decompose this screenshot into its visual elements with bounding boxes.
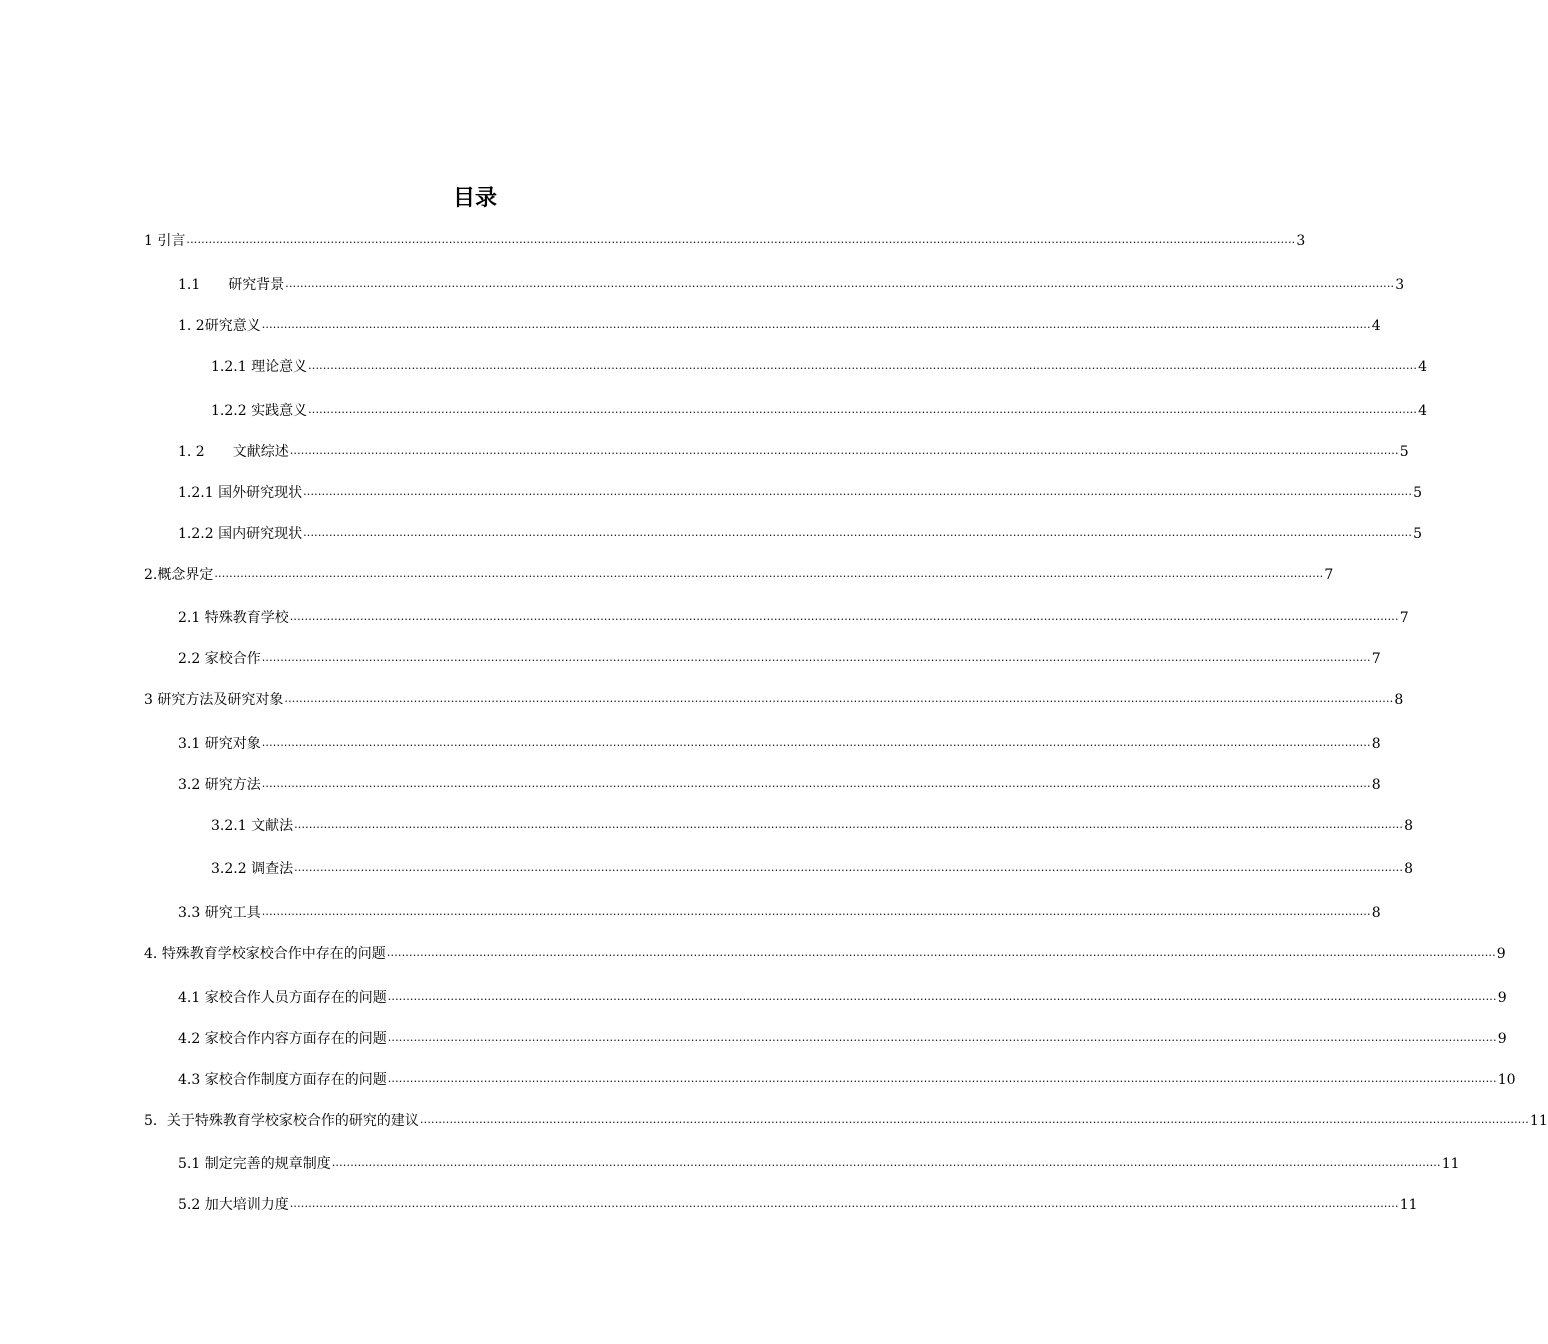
toc-entry-text: [178, 316, 261, 336]
toc-entry-label: 文献法: [251, 818, 294, 834]
toc-entry-label: 关于特殊教育学校家校合作的研究的建议: [166, 1113, 419, 1129]
toc-entry-number: 3.3: [178, 905, 201, 921]
toc-entry[interactable]: [178, 773, 1381, 795]
toc-entry-text: [178, 1195, 289, 1215]
toc-entry-page: 9: [1496, 946, 1506, 962]
dot-leader: ............................................................................................................................................................................................................................................................................................................: [289, 444, 1399, 457]
toc-entry-page: 4: [1418, 359, 1427, 375]
toc-entry-label: 文献综述: [232, 444, 289, 460]
toc-entry-page: 10: [1497, 1072, 1516, 1088]
toc-entry[interactable]: [211, 814, 1413, 836]
toc-title: 目录: [452, 186, 497, 211]
toc-entry-page: 9: [1497, 990, 1507, 1006]
toc-entry-page: 7: [1371, 651, 1381, 667]
toc-entry[interactable]: [178, 732, 1381, 754]
toc-entry-page: 5: [1413, 485, 1422, 501]
toc-entry-text: [144, 231, 185, 251]
toc-entry-number: 3.1: [178, 736, 201, 752]
toc-entry-page: 8: [1404, 861, 1413, 877]
toc-entry-number: 1.2.1: [178, 485, 214, 501]
toc-entry-number: 2.: [144, 567, 158, 583]
toc-entry-page: 11: [1399, 1197, 1418, 1213]
toc-entry-label: 研究方法: [204, 777, 261, 793]
toc-entry-text: [178, 442, 289, 462]
toc-entry[interactable]: [211, 399, 1427, 421]
dot-leader: ............................................................................................................................................................................................................................................................................................................: [331, 1156, 1441, 1169]
toc-entry-label: 制定完善的规章制度: [204, 1156, 331, 1172]
toc-entry-text: [211, 816, 293, 836]
toc-entry-number: 3.2.2: [211, 861, 247, 877]
dot-leader: ............................................................................................................................................................................................................................................................................................................: [186, 233, 1296, 246]
dot-leader: ............................................................................................................................................................................................................................................................................................................: [419, 1113, 1529, 1126]
dot-leader: ............................................................................................................................................................................................................................................................................................................: [289, 1197, 1399, 1210]
toc-entry-label: 研究方法及研究对象: [157, 692, 284, 708]
toc-entry-page: 4: [1418, 403, 1427, 419]
dot-leader: ............................................................................................................................................................................................................................................................................................................: [261, 651, 1371, 664]
toc-entry-text: [144, 565, 213, 585]
toc-entry-text: [178, 608, 289, 628]
toc-entry[interactable]: [178, 440, 1409, 462]
toc-entry-label: 研究工具: [204, 905, 261, 921]
dot-leader: ............................................................................................................................................................................................................................................................................................................: [261, 318, 1371, 331]
toc-entry-number: 3.2.1: [211, 818, 247, 834]
toc-entry-text: [178, 988, 387, 1008]
dot-leader: ............................................................................................................................................................................................................................................................................................................: [308, 403, 1418, 416]
toc-entry-page: 9: [1497, 1031, 1507, 1047]
toc-entry-page: 7: [1399, 610, 1409, 626]
toc-entry-label: 特殊教育学校: [204, 610, 289, 626]
dot-leader: ............................................................................................................................................................................................................................................................................................................: [289, 610, 1399, 623]
toc-entry[interactable]: [178, 522, 1422, 544]
toc-entry-number: 1: [144, 233, 153, 249]
toc-entry-number: 4.3: [178, 1072, 201, 1088]
toc-entry-number: 5．: [144, 1113, 167, 1129]
toc-entry[interactable]: [178, 986, 1507, 1008]
toc-entry-label: 引言: [157, 233, 186, 249]
toc-entry-page: 8: [1371, 905, 1381, 921]
dot-leader: ............................................................................................................................................................................................................................................................................................................: [387, 990, 1497, 1003]
dot-leader: ............................................................................................................................................................................................................................................................................................................: [214, 567, 1324, 580]
dot-leader: ............................................................................................................................................................................................................................................................................................................: [386, 946, 1496, 959]
dot-leader: ............................................................................................................................................................................................................................................................................................................: [387, 1072, 1497, 1085]
toc-entry-number: 5.2: [178, 1197, 201, 1213]
toc-entry[interactable]: [178, 606, 1409, 628]
toc-entry[interactable]: [178, 1152, 1460, 1174]
toc-entry-text: [178, 775, 261, 795]
toc-entry[interactable]: [144, 1109, 1548, 1131]
toc-entry[interactable]: [178, 1068, 1516, 1090]
dot-leader: ............................................................................................................................................................................................................................................................................................................: [261, 905, 1371, 918]
dot-leader: ............................................................................................................................................................................................................................................................................................................: [303, 526, 1413, 539]
toc-entry-page: 11: [1529, 1113, 1548, 1129]
toc-entry[interactable]: [178, 1027, 1507, 1049]
toc-entry-label: 研究对象: [204, 736, 261, 752]
toc-entry-text: [178, 275, 284, 295]
toc-entry[interactable]: [144, 563, 1334, 585]
toc-entry-page: 7: [1324, 567, 1334, 583]
toc-entry-number: 2.1: [178, 610, 201, 626]
toc-entry-page: 5: [1399, 444, 1409, 460]
toc-entry-number: 4.1: [178, 990, 201, 1006]
toc-entry[interactable]: [211, 355, 1427, 377]
toc-entry-number: 3.2: [178, 777, 201, 793]
toc-entry-text: [178, 649, 261, 669]
toc-entry-text: [144, 944, 386, 964]
toc-entry-text: [178, 483, 302, 503]
toc-entry-label: 国内研究现状: [218, 526, 303, 542]
dot-leader: ............................................................................................................................................................................................................................................................................................................: [387, 1031, 1497, 1044]
toc-entry-page: 8: [1394, 692, 1404, 708]
toc-entry[interactable]: [178, 481, 1422, 503]
toc-entry-text: [178, 734, 261, 754]
dot-leader: ............................................................................................................................................................................................................................................................................................................: [308, 359, 1418, 372]
dot-leader: ............................................................................................................................................................................................................................................................................................................: [261, 777, 1371, 790]
dot-leader: ............................................................................................................................................................................................................................................................................................................: [285, 277, 1395, 290]
toc-entry[interactable]: [178, 1193, 1418, 1215]
toc-entry-text: [178, 524, 302, 544]
toc-entry[interactable]: [178, 273, 1405, 295]
toc-entry-text: [178, 903, 261, 923]
toc-entry-number: 5.1: [178, 1156, 201, 1172]
toc-entry-page: 5: [1413, 526, 1422, 542]
toc-entry-label: 理论意义: [251, 359, 308, 375]
toc-entry[interactable]: [178, 314, 1381, 336]
toc-entry-label: 概念界定: [157, 567, 214, 583]
toc-entry-number: 4.2: [178, 1031, 201, 1047]
toc-entry-text: [211, 357, 307, 377]
toc-entry[interactable]: [178, 647, 1381, 669]
dot-leader: ............................................................................................................................................................................................................................................................................................................: [261, 736, 1371, 749]
toc-entry-label: 国外研究现状: [218, 485, 303, 501]
toc-entry-text: [144, 690, 283, 710]
toc-entry-label: 家校合作内容方面存在的问题: [204, 1031, 387, 1047]
dot-leader: ............................................................................................................................................................................................................................................................................................................: [294, 818, 1404, 831]
toc-entry-page: 11: [1441, 1156, 1460, 1172]
toc-entry-number: 1.2.2: [211, 403, 247, 419]
toc-entry-number: 3: [144, 692, 153, 708]
dot-leader: ............................................................................................................................................................................................................................................................................................................: [303, 485, 1413, 498]
toc-entry[interactable]: [178, 901, 1381, 923]
toc-entry-label: 家校合作制度方面存在的问题: [204, 1072, 387, 1088]
toc-entry-text: [178, 1070, 387, 1090]
toc-entry-page: 8: [1371, 736, 1381, 752]
toc-entry-number: 1.2.1: [211, 359, 247, 375]
toc-entry-label: 家校合作人员方面存在的问题: [204, 990, 387, 1006]
toc-entry-page: 4: [1371, 318, 1381, 334]
toc-entry-page: 3: [1395, 277, 1405, 293]
toc-entry[interactable]: [144, 229, 1306, 251]
toc-entry-number: 1.2.2: [178, 526, 214, 542]
toc-entry-number: 1. 2: [178, 318, 205, 334]
dot-leader: ............................................................................................................................................................................................................................................................................................................: [284, 692, 1394, 705]
toc-entry-text: [178, 1029, 387, 1049]
toc-entry-page: 3: [1296, 233, 1306, 249]
toc-entry-number: 1.1: [178, 277, 201, 293]
toc-entry-label: 实践意义: [251, 403, 308, 419]
toc-entry-number: 2.2: [178, 651, 201, 667]
toc-entry-page: 8: [1371, 777, 1381, 793]
toc-entry-label: 研究背景: [228, 277, 285, 293]
toc-entry[interactable]: [211, 857, 1413, 879]
toc-entry-text: [144, 1111, 419, 1131]
toc-entry-label: 加大培训力度: [204, 1197, 289, 1213]
toc-entry-number: 4.: [144, 946, 158, 962]
toc-entry-text: [211, 401, 307, 421]
toc-entry-page: 8: [1404, 818, 1413, 834]
dot-leader: ............................................................................................................................................................................................................................................................................................................: [294, 861, 1404, 874]
toc-entry-text: [211, 859, 293, 879]
toc-entry-label: 调查法: [251, 861, 294, 877]
toc-entry-text: [178, 1154, 331, 1174]
toc-entry-label: 特殊教育学校家校合作中存在的问题: [161, 946, 386, 962]
toc-entry-label: 研究意义: [204, 318, 261, 334]
toc-entry[interactable]: [144, 942, 1506, 964]
toc-entry-number: 1. 2: [178, 444, 205, 460]
toc-entry[interactable]: [144, 688, 1404, 710]
toc-entry-label: 家校合作: [204, 651, 261, 667]
